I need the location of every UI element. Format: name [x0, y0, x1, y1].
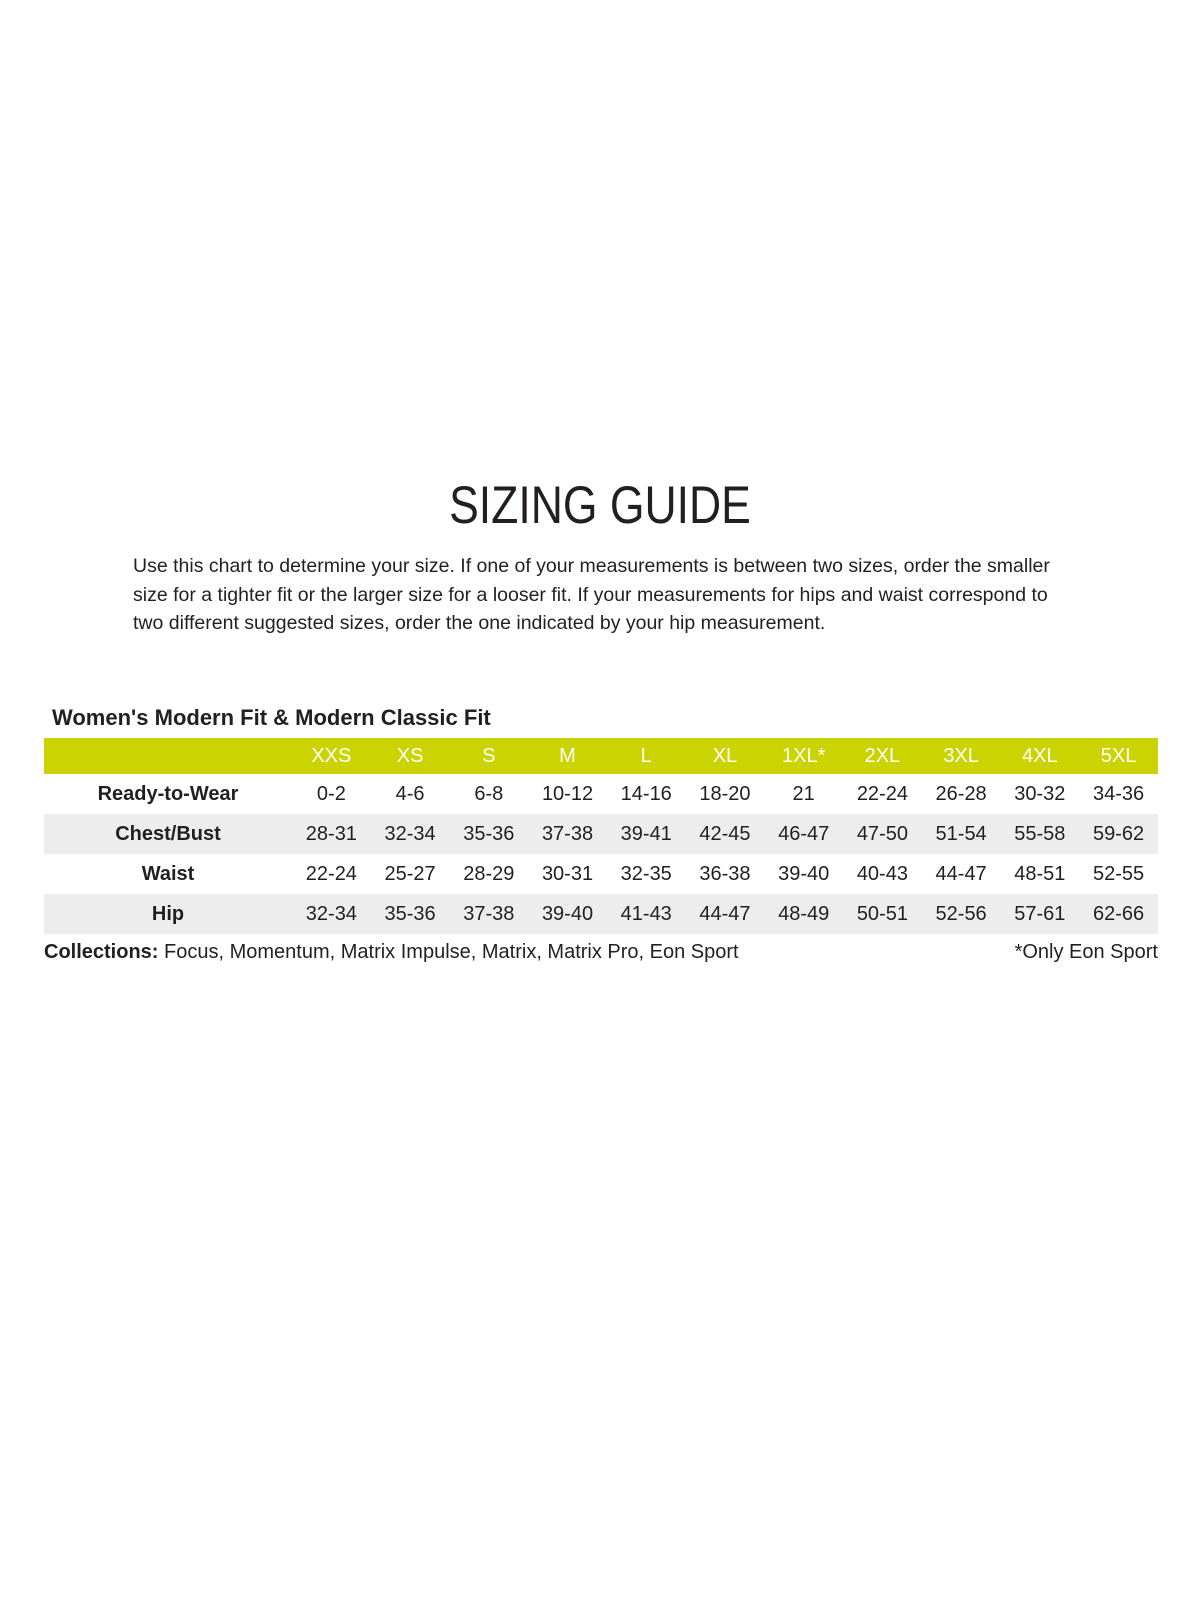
size-value-cell: 37-38	[541, 822, 594, 845]
section-heading: Women's Modern Fit & Modern Classic Fit	[52, 705, 491, 730]
size-header-m: M	[528, 738, 607, 774]
footnote: *Only Eon Sport	[1014, 941, 1158, 963]
size-header-xs: XS	[371, 738, 450, 774]
size-value-cell: 42-45	[699, 822, 751, 845]
size-value-cell: 57-61	[1014, 902, 1066, 925]
size-value-cell: 28-29	[463, 862, 515, 885]
size-value-cell: 32-34	[305, 902, 357, 925]
size-value-cell: 6-8	[474, 782, 504, 805]
size-value-cell: 22-24	[305, 862, 357, 885]
size-header-5xl: 5XL	[1079, 738, 1158, 774]
size-value-cell: 55-58	[1014, 822, 1066, 845]
row-label: Chest/Bust	[115, 822, 221, 845]
size-value-cell: 32-35	[620, 862, 672, 885]
size-value-cell: 34-36	[1093, 782, 1145, 805]
size-value-cell: 0-2	[316, 782, 346, 805]
size-value-cell: 62-66	[1093, 902, 1145, 925]
row-label: Waist	[141, 862, 195, 885]
size-value-cell: 37-38	[463, 902, 515, 925]
size-value-cell: 59-62	[1093, 822, 1145, 845]
sizing-table	[44, 738, 1158, 934]
size-value-cell: 21	[792, 782, 815, 805]
collections-line	[44, 941, 739, 964]
size-value-cell: 44-47	[935, 862, 987, 885]
size-value-cell: 50-51	[856, 902, 908, 925]
intro-line-1: Use this chart to determine your size. If one of your measurements is between two sizes, order the smaller	[133, 555, 1050, 577]
size-value-cell: 51-54	[935, 822, 987, 845]
size-value-cell: 48-51	[1014, 862, 1066, 885]
size-value-cell: 30-31	[541, 862, 594, 885]
size-value-cell: 18-20	[699, 782, 751, 805]
size-header-4xl: 4XL	[1000, 738, 1079, 774]
table-row-hip	[44, 894, 1158, 934]
size-header-l: L	[607, 738, 686, 774]
size-value-cell: 30-32	[1014, 782, 1066, 805]
size-header-xxs: XXS	[292, 738, 371, 774]
intro-line-2: size for a tighter fit or the larger size for a looser fit. If your measurements for hips and waist correspond to	[133, 583, 1048, 606]
size-value-cell: 22-24	[856, 782, 908, 805]
size-value-cell: 26-28	[935, 782, 987, 805]
size-header-row	[44, 738, 1158, 774]
size-value-cell: 41-43	[620, 902, 672, 925]
table-row-waist	[44, 854, 1158, 894]
size-value-cell: 48-49	[778, 902, 830, 925]
collections-list: Focus, Momentum, Matrix Impulse, Matrix, Matrix Pro, Eon Sport	[158, 941, 739, 963]
size-value-cell: 36-38	[699, 862, 751, 885]
size-value-cell: 4-6	[395, 782, 425, 805]
size-header-corner-cell	[44, 738, 292, 774]
size-value-cell: 39-41	[620, 822, 672, 845]
size-value-cell: 52-55	[1093, 862, 1145, 885]
row-label: Hip	[151, 902, 185, 925]
size-header-s: S	[449, 738, 528, 774]
size-value-cell: 44-47	[699, 902, 751, 925]
sizing-table-body	[44, 774, 1158, 934]
size-header-xl: XL	[686, 738, 765, 774]
size-header-3xl: 3XL	[922, 738, 1001, 774]
sizing-table-header	[44, 738, 1158, 774]
size-value-cell: 39-40	[778, 862, 830, 885]
size-value-cell: 39-40	[541, 902, 594, 925]
size-value-cell: 52-56	[935, 902, 987, 925]
size-value-cell: 47-50	[856, 822, 908, 845]
size-value-cell: 28-31	[305, 822, 357, 845]
size-header-2xl: 2XL	[843, 738, 922, 774]
size-value-cell: 35-36	[384, 902, 436, 925]
table-row-chest-bust	[44, 814, 1158, 854]
size-header-1xl: 1XL*	[764, 738, 843, 774]
size-value-cell: 46-47	[778, 822, 830, 845]
size-value-cell: 35-36	[463, 822, 515, 845]
intro-paragraph	[133, 552, 1050, 638]
intro-line-3: two different suggested sizes, order the one indicated by your hip measurement.	[133, 612, 826, 634]
collections-label: Collections:	[44, 941, 159, 963]
size-value-cell: 32-34	[384, 822, 436, 845]
size-value-cell: 40-43	[856, 862, 908, 885]
row-label: Ready-to-Wear	[97, 782, 239, 805]
footer	[44, 941, 1158, 964]
page-title: SIZING GUIDE	[449, 476, 751, 535]
size-value-cell: 25-27	[384, 862, 436, 885]
size-value-cell: 10-12	[541, 782, 594, 805]
table-row-ready-to-wear	[44, 774, 1158, 814]
size-value-cell: 14-16	[620, 782, 672, 805]
